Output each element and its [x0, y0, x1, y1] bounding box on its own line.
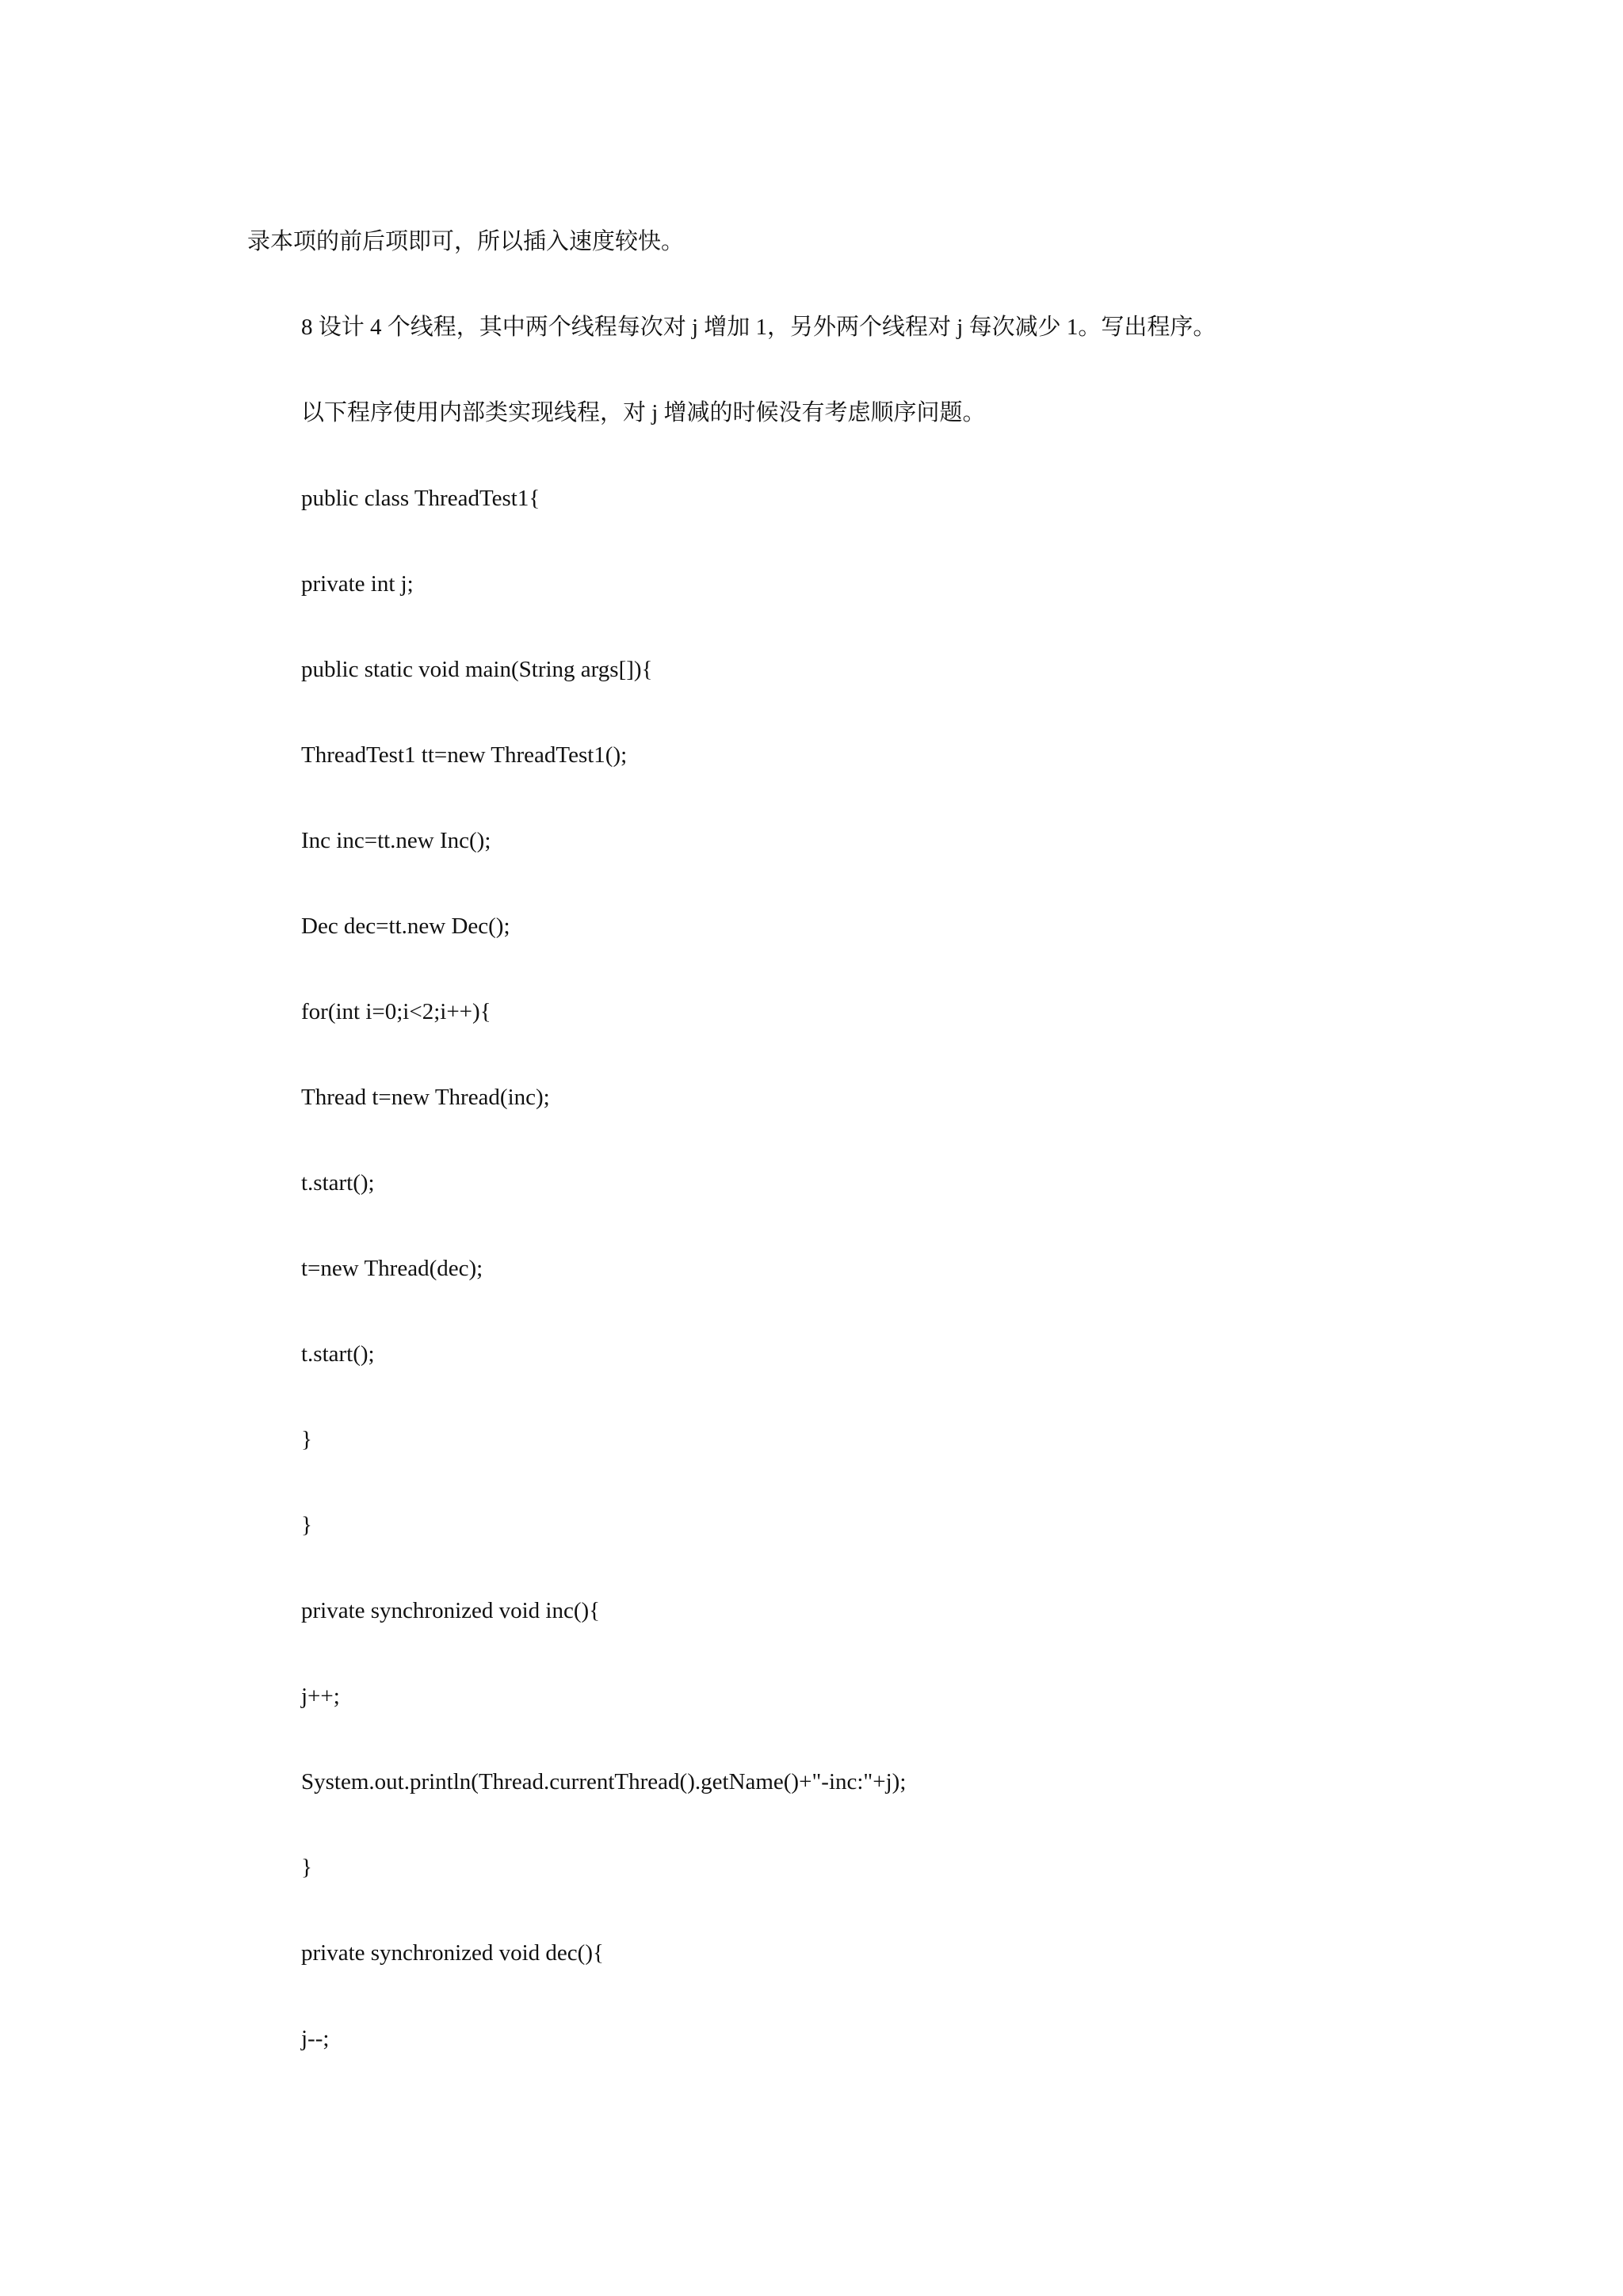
code-line: Inc inc=tt.new Inc();	[301, 828, 491, 853]
question-heading: 8 设计 4 个线程，其中两个线程每次对 j 增加 1，另外两个线程对 j 每次减少 1。写出程序。	[301, 315, 1216, 340]
code-line: j++;	[301, 1684, 340, 1709]
code-line: System.out.println(Thread.currentThread().getName()+"-inc:"+j);	[301, 1769, 907, 1794]
code-line: public static void main(String args[]){	[301, 657, 653, 682]
code-line: j--;	[301, 2026, 330, 2051]
code-line: Dec dec=tt.new Dec();	[301, 913, 510, 939]
code-line: private synchronized void dec(){	[301, 1940, 604, 1966]
code-line: }	[301, 1512, 312, 1538]
code-line: t.start();	[301, 1341, 375, 1367]
code-line: ThreadTest1 tt=new ThreadTest1();	[301, 742, 628, 768]
code-line: public class ThreadTest1{	[301, 486, 540, 511]
code-line: private synchronized void inc(){	[301, 1598, 601, 1623]
code-line: private int j;	[301, 571, 414, 597]
code-line: for(int i=0;i<2;i++){	[301, 999, 491, 1024]
code-line: }	[301, 1427, 312, 1452]
code-line: t=new Thread(dec);	[301, 1256, 483, 1281]
code-line: t.start();	[301, 1170, 375, 1196]
paragraph-continuation: 录本项的前后项即可，所以插入速度较快。	[247, 229, 685, 254]
code-line: }	[301, 1855, 312, 1880]
answer-intro: 以下程序使用内部类实现线程，对 j 增减的时候没有考虑顺序问题。	[301, 400, 986, 425]
code-line: Thread t=new Thread(inc);	[301, 1085, 550, 1110]
